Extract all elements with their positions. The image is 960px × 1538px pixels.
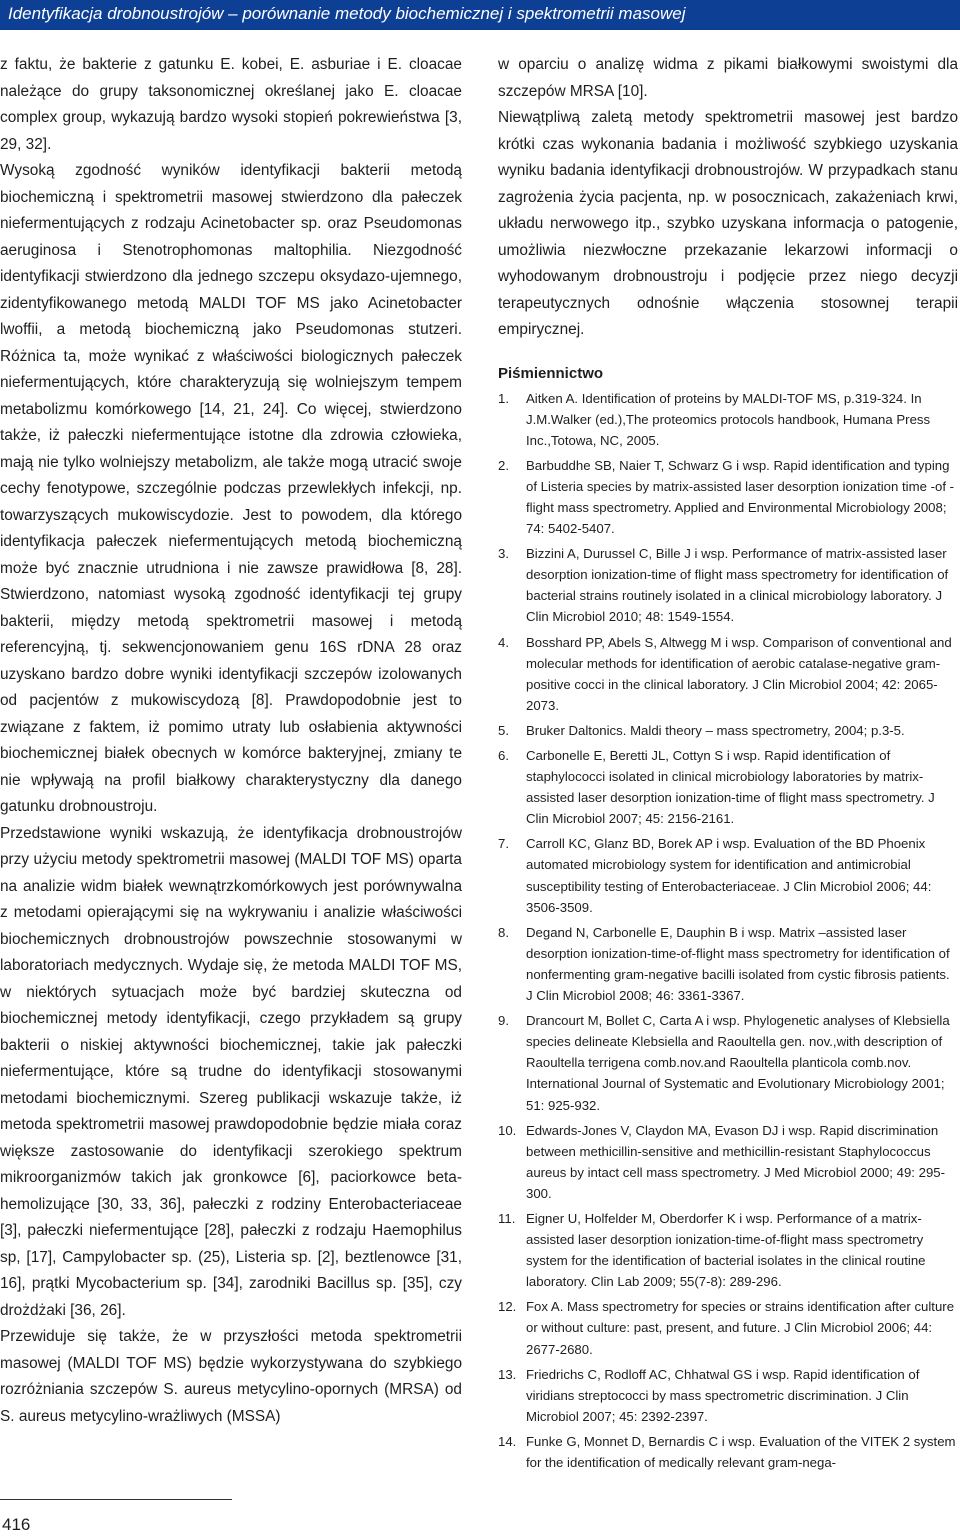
footer-rule: [0, 1499, 232, 1500]
reference-text: Bruker Daltonics. Maldi theory – mass spectrometry, 2004; p.3-5.: [526, 722, 905, 738]
reference-number: 7.: [498, 836, 509, 852]
reference-item: [498, 388, 958, 451]
left-column: [0, 52, 462, 1430]
references-heading: Piśmiennictwo: [498, 364, 604, 382]
reference-item: [498, 922, 958, 1006]
reference-text: Barbuddhe SB, Naier T, Schwarz G i wsp. Rapid identification and typing of Listeria species by matrix-assisted laser desorption ionization time -of -flight mass spectrometry. Applied and Environmental Microbiology 2008; 74: 5402-5407.: [526, 457, 955, 537]
reference-text: Funke G, Monnet D, Bernardis C i wsp. Evaluation of the VITEK 2 system for the identification of medically relevant gram-nega-: [526, 1433, 956, 1470]
reference-item: [498, 1208, 958, 1292]
reference-item: [498, 1364, 958, 1427]
reference-number: 3.: [498, 546, 509, 562]
paragraph-4: Przewiduje się także, że w przyszłości metoda spektrometrii masowej (MALDI TOF MS) będzie wykorzystywana do szybkiego rozróżniania szczepów S. aureus metycylino-opornych (MRSA) od S. aureus metycylino-wrażliwych (MSSA): [0, 1328, 462, 1425]
reference-text: Fox A. Mass spectrometry for species or strains identification after culture or without culture: past, present, and future. J Clin Microbiol 2006; 44: 2677-2680.: [526, 1299, 955, 1357]
reference-number: 8.: [498, 924, 509, 940]
reference-item: [498, 1296, 958, 1359]
reference-text: Eigner U, Holfelder M, Oberdorfer K i wsp. Performance of a matrix-assisted laser desorption ionization-time-of-flight mass spectrometry system for the identification of bacterial isolates in the clinical routine laboratory. Clin Lab 2009; 55(7-8): 289-296.: [526, 1210, 926, 1290]
reference-number: 5.: [498, 722, 509, 738]
paragraph-3: Przedstawione wyniki wskazują, że identyfikacja drobnoustrojów przy użyciu metody spektrometrii masowej (MALDI TOF MS) oparta na analizie widm białek wewnątrzkomórkowych jest porównywalna z metodami opierającymi się na wykrywaniu i analizie właściwości biochemicznych drobnoustrojów powszechnie stosowanymi w laboratoriach medycznych. Wydaje się, że metoda MALDI TOF MS, w niektórych sytuacjach może być bardziej skuteczna od biochemicznej metody identyfikacji, czego przykładem są grupy bakterii o niskiej aktywności biochemicznej, takie jak pałeczki niefermentujące, które są trudne do identyfikacji stosowanymi metodami biochemicznymi. Szereg publikacji wskazuje także, iż metoda spektrometrii masowej prawdopodobnie będzie miała coraz większe zastosowanie do identyfikacji szerokiego spektrum mikroorganizmów takich jak gronkowce [6], paciorkowce beta-hemolizujące [30, 33, 36], pałeczki z rodziny Enterobacteriaceae [3], pałeczki niefermentujące [28], pałeczki z rodzaju Haemophilus sp, [17], Campylobacter sp. (25), Listeria sp. [2], beztlenowce [31, 16], prątki Mycobacterium sp. [34], zarodniki Bacillus sp. [35], czy drożdżaki [36, 26].: [0, 824, 462, 1319]
page-number: 416: [2, 1515, 31, 1534]
reference-number: 10.: [498, 1122, 517, 1138]
paragraph-1: z faktu, że bakterie z gatunku E. kobei, E. asburiae i E. cloacae należące do grupy taksonomicznej określanej jako E. cloacae complex group, wykazują bardzo wysoki stopień pokrewieństwa [3, 29, 32].: [0, 56, 462, 153]
reference-item: [498, 720, 958, 741]
right-column: [498, 52, 958, 1477]
reference-item: [498, 455, 958, 539]
reference-text: Bosshard PP, Abels S, Altwegg M i wsp. Comparison of conventional and molecular methods for identification of aerobic catalase-negative gram-positive cocci in the clinical laboratory. J Clin Microbiol 2004; 42: 2065-2073.: [526, 634, 952, 713]
reference-text: Edwards-Jones V, Claydon MA, Evason DJ i wsp. Rapid discrimination between methicillin-sensitive and methicillin-resistant Staphylococcus aureus by intact cell mass spectrometry. J Med Microbiol 2000; 49: 295-300.: [526, 1122, 946, 1201]
reference-item: [498, 1120, 958, 1204]
paragraph-5: w oparciu o analizę widma z pikami białkowymi swoistymi dla szczepów MRSA [10].: [498, 56, 958, 100]
reference-item: [498, 632, 958, 716]
reference-number: 6.: [498, 748, 509, 763]
running-header-title: Identyfikacja drobnoustrojów – porównanie metody biochemicznej i spektrometrii masowej: [8, 4, 686, 23]
reference-number: 11.: [498, 1210, 516, 1226]
paragraph-2: Wysoką zgodność wyników identyfikacji bakterii metodą biochemiczną i spektrometrii masowej stwierdzono dla pałeczek niefermentujących z rodzaju Acinetobacter sp. oraz Pseudomonas aeruginosa i Stenotrophomonas maltophilia. Niezgodność identyfikacji stwierdzono dla jednego szczepu oksydazo-ujemnego, zidentyfikowanego metodą MALDI TOF MS jako Acinetobacter lwoffii, a metodą biochemiczną jako Pseudomonas stutzeri. Różnica ta, może wynikać z właściwości biologicznych pałeczek niefermentujących, które charakteryzują się wolniejszym tempem metabolizmu komórkowego [14, 21, 24]. Co więcej, stwierdzono także, iż pałeczki niefermentujące istotne dla zdrowia człowieka, mają nie tylko wolniejszy metabolizm, ale także mogą utracić swoje cechy fenotypowe, szczególnie podczas przewlekłych infekcji, np. towarzyszących mukowiscydozie. Jest to powodem, dla którego identyfikacja pałeczek niefermentujących metodą biochemiczną może być znacznie utrudniona i nie zawsze prawidłowa [8, 28]. Stwierdzono, natomiast wysoką zgodność identyfikacji tej grupy bakterii, między metodą spektrometrii masowej i metodą referencyjną, tj. sekwencjonowaniem genu 16S rDNA 28 oraz uzyskano bardzo dobre wyniki identyfikacji szczepów izolowanych od pacjentów z mukowiscydozą [8]. Prawdopodobnie jest to związane z faktem, iż pomimo utraty lub osłabienia aktywności biochemicznej białek obecnych w komórce bakteryjnej, zmiany te nie wpływają na profil białkowy charakterystyczny dla danego gatunku drobnoustroju.: [0, 162, 462, 815]
reference-number: 9.: [498, 1013, 509, 1029]
reference-number: 4.: [498, 634, 509, 650]
reference-number: 13.: [498, 1366, 517, 1382]
reference-text: Drancourt M, Bollet C, Carta A i wsp. Phylogenetic analyses of Klebsiella species delineate Klebsiella and Raoultella gen. nov.,with description of Raoultella terrigena comb.nov.and Raoultella planticola comb.nov. International Journal of Systematic and Evolutionary Microbiology 2001; 51: 925-932.: [526, 1013, 950, 1113]
reference-text: Bizzini A, Durussel C, Bille J i wsp. Performance of matrix-assisted laser desorption ionization-time of flight mass spectrometry for identification of bacterial strains routinely isolated in a clinical microbiology laboratory. J Clin Microbiol 2010; 48: 1549-1554.: [526, 546, 949, 625]
reference-text: Carbonelle E, Beretti JL, Cottyn S i wsp. Rapid identification of staphylococci isolated in clinical microbiology laboratories by matrix-assisted laser desorption ionization-time of flight mass spectrometry. J Clin Microbiol 2007; 45: 2156-2161.: [526, 748, 935, 827]
reference-text: Aitken A. Identification of proteins by MALDI-TOF MS, p.319-324. In J.M.Walker (ed.),The proteomics protocols handbook, Humana Press Inc.,Totowa, NC, 2005.: [526, 390, 931, 448]
reference-item: [498, 1431, 958, 1473]
reference-item: [498, 833, 958, 917]
reference-number: 1.: [498, 390, 509, 406]
reference-number: 14.: [498, 1433, 517, 1449]
reference-text: Friedrichs C, Rodloff AC, Chhatwal GS i wsp. Rapid identification of viridians streptococci by mass spectrometric discrimination. J Clin Microbiol 2007; 45: 2392-2397.: [526, 1366, 920, 1424]
running-header: [0, 0, 960, 30]
reference-item: [498, 543, 958, 627]
reference-item: [498, 1010, 958, 1115]
reference-text: Degand N, Carbonelle E, Dauphin B i wsp. Matrix –assisted laser desorption ionization-time-of-flight mass spectrometry for identification of nonfermenting gram-negative bacilli isolated from cystic fibrosis patients. J Clin Microbiol 2008; 46: 3361-3367.: [526, 924, 950, 1004]
reference-text: Carroll KC, Glanz BD, Borek AP i wsp. Evaluation of the BD Phoenix automated microbiology system for identification and antimicrobial susceptibility testing of Enterobacteriaceae. J Clin Microbiol 2006; 44: 3506-3509.: [526, 836, 932, 915]
reference-item: [498, 745, 958, 829]
reference-number: 12.: [498, 1299, 517, 1315]
paragraph-6: Niewątpliwą zaletą metody spektrometrii masowej jest bardzo krótki czas wykonania badania i możliwość szybkiego uzyskania wyniku badania identyfikacji drobnoustrojów. W przypadkach stanu zagrożenia życia pacjenta, np. w posocznicach, zakażeniach krwi, układu nerwowego itp., szybko uzyskana informacja o patogenie, umożliwia niezwłoczne przekazanie lekarzowi informacji o wyhodowanym drobnoustroju i podjęcie przez niego decyzji terapeutycznych odnośnie włączenia stosownej terapii empirycznej.: [498, 109, 958, 338]
references-list: [498, 388, 958, 1474]
reference-number: 2.: [498, 457, 509, 473]
